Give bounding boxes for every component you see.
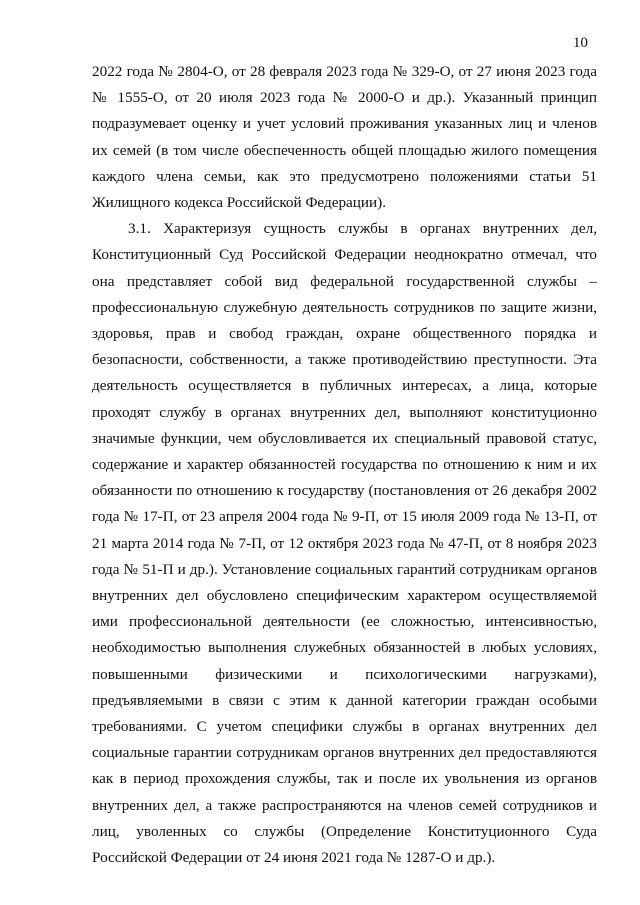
text-line: подразумевает оценку и учет условий проживания указанных лиц и членов: [92, 115, 597, 133]
text-line: Российской Федерации от 24 июня 2021 года № 1287-О и др.).: [92, 849, 496, 867]
text-line: Жилищного кодекса Российской Федерации).: [92, 194, 387, 212]
text-line: предъявляемыми в связи с этим к данной категории граждан особыми: [92, 691, 597, 709]
text-line: необходимостью выполнения служебных обязанностей в любых условиях,: [92, 639, 597, 657]
text-line: каждого члена семьи, как это предусмотрено положениями статьи 51: [92, 167, 597, 185]
text-line: деятельность осуществляется в публичных интересах, а лица, которые: [92, 377, 597, 395]
text-line: 3.1. Характеризуя сущность службы в органах внутренних дел,: [128, 220, 597, 238]
text-line: социальные гарантии сотрудникам органов внутренних дел предоставляются: [92, 744, 597, 762]
document-body: [92, 59, 597, 871]
text-line: 2022 года № 2804-О, от 28 февраля 2023 года № 329-О, от 27 июня 2023 года: [92, 63, 597, 80]
text-line: проходят службу в органах внутренних дел, выполняют конституционно: [92, 403, 597, 421]
text-line: их семей (в том числе обеспеченность общей площадью жилого помещения: [92, 141, 597, 159]
text-line: Конституционный Суд Российской Федерации неоднократно отмечал, что: [92, 246, 597, 264]
text-line: здоровья, прав и свобод граждан, охране общественного порядка и: [92, 325, 597, 343]
text-line: безопасности, собственности, а также противодействию преступности. Эта: [92, 351, 597, 369]
text-line: ими профессиональной деятельности (ее сложностью, интенсивностью,: [92, 613, 597, 631]
paragraph: [92, 216, 597, 871]
text-line: значимые функции, чем обусловливается их специальный правовой статус,: [92, 429, 597, 447]
text-line: 21 марта 2014 года № 7-П, от 12 октября 2023 года № 47-П, от 8 ноября 2023: [92, 534, 597, 552]
text-line: обязанности по отношению к государству (постановления от 26 декабря 2002: [92, 482, 597, 500]
page-number: 10: [572, 34, 588, 51]
text-line: № 1555-О, от 20 июля 2023 года № 2000-О и др.). Указанный принцип: [92, 89, 597, 107]
paragraph: [92, 59, 597, 216]
text-line: профессиональную служебную деятельность сотрудников по защите жизни,: [92, 298, 597, 316]
text-line: требованиями. С учетом специфики службы в органах внутренних дел: [92, 718, 597, 736]
text-line: она представляет собой вид федеральной государственной службы –: [92, 272, 597, 290]
text-line: внутренних дел, а также распространяются на членов семей сотрудников и: [92, 796, 597, 814]
text-line: лиц, уволенных со службы (Определение Конституционного Суда: [92, 822, 597, 840]
text-line: повышенными физическими и психологическими нагрузками),: [92, 665, 597, 683]
text-line: как в период прохождения службы, так и после их увольнения из органов: [92, 770, 597, 788]
text-line: внутренних дел обусловлено специфическим характером осуществляемой: [92, 587, 597, 605]
text-line: года № 17-П, от 23 апреля 2004 года № 9-П, от 15 июля 2009 года № 13-П, от: [92, 508, 597, 526]
text-line: года № 51-П и др.). Установление социальных гарантий сотрудникам органов: [92, 560, 597, 578]
text-line: содержание и характер обязанностей государства по отношению к ним и их: [92, 456, 597, 474]
